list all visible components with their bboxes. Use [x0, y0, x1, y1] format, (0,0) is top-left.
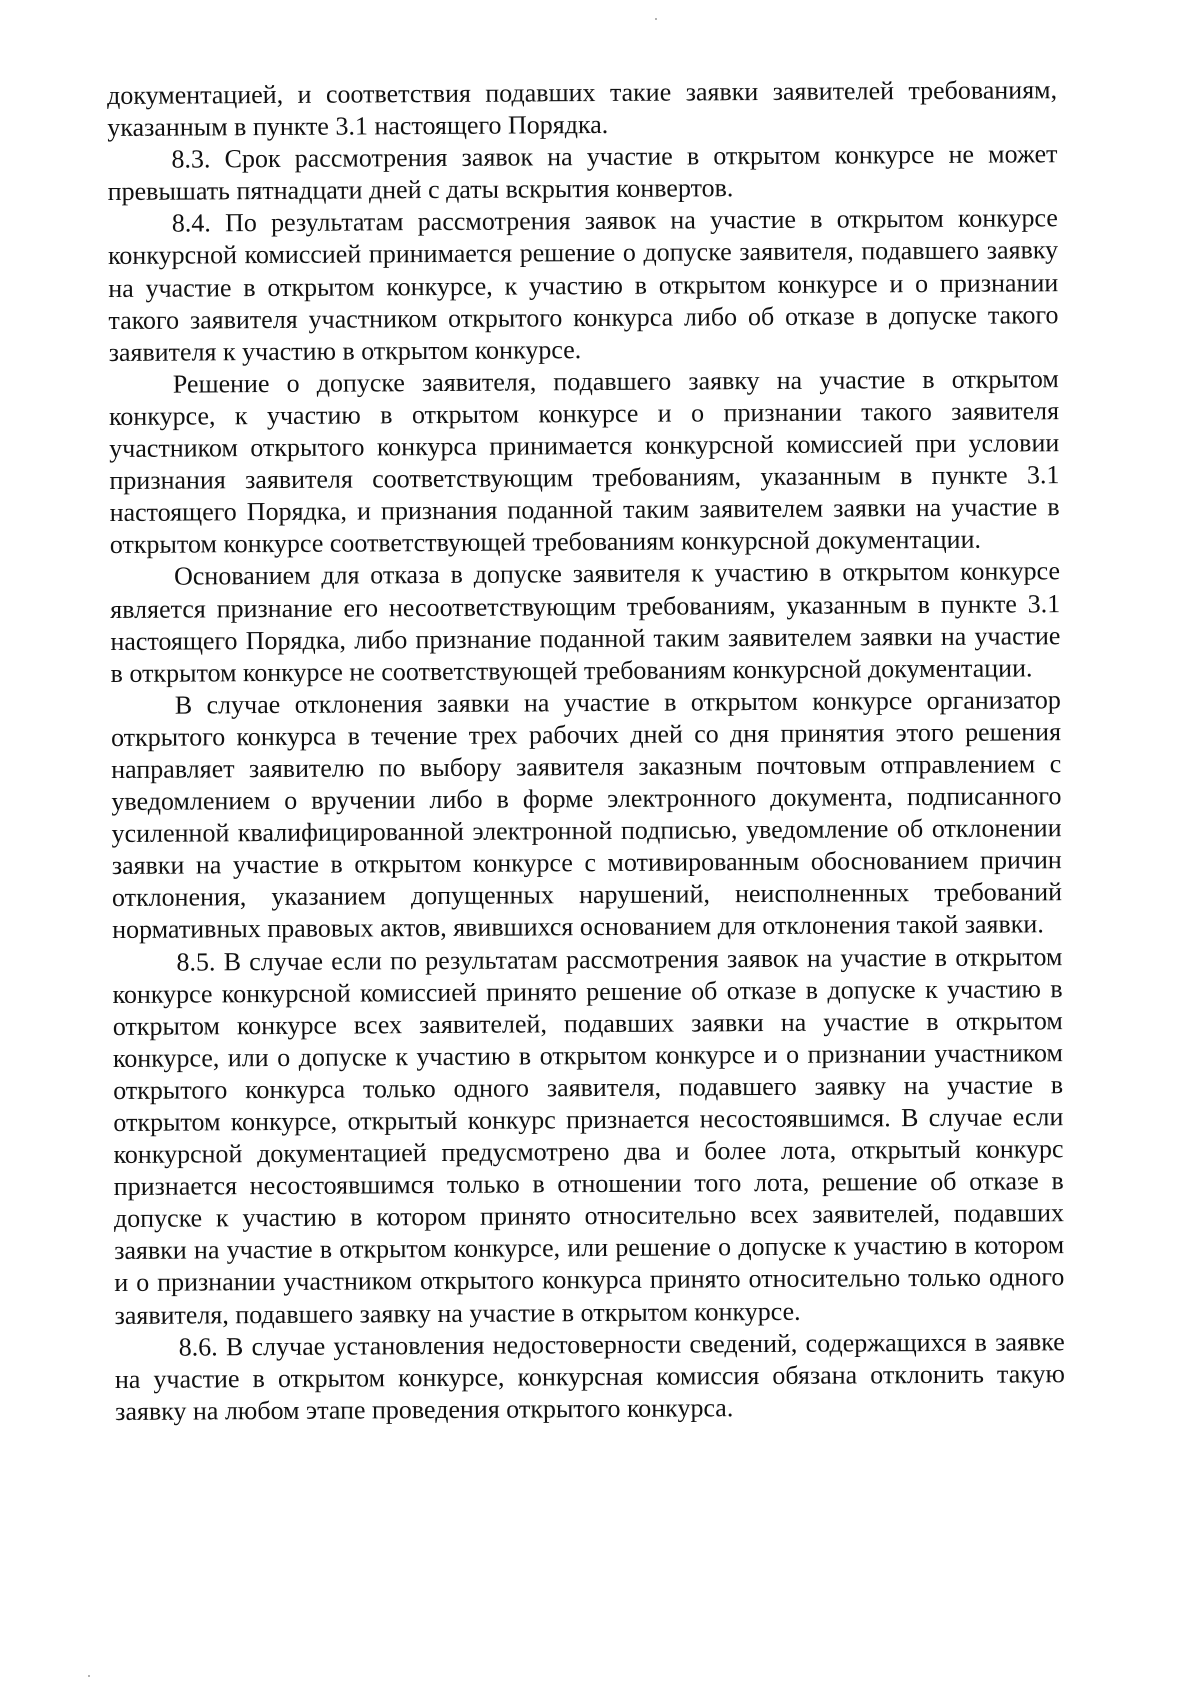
paragraph-8-6: 8.6. В случае установления недостоверности сведений, содержащихся в заявке на участие в открытом конкурсе, конкурсная комиссия обязана отклонить такую заявку на любом этапе проведения открытого конкурса.: [114, 1326, 1066, 1426]
paragraph-8-4: 8.4. По результатам рассмотрения заявок на участие в открытом конкурсе конкурсной комиссией принимается решение о допуске заявителя, подавшего заявку на участие в открытом конкурсе, к участию в открытом конкурсе и о признании такого заявителя участником открытого конкурса либо об отказе в допуске такого заявителя к участию в открытом конкурсе.: [107, 203, 1059, 367]
paragraph-refusal-grounds: Основанием для отказа в допуске заявителя к участию в открытом конкурсе является признание его несоответствующим требованиям, указанным в пункте 3.1 настоящего Порядка, либо признание поданной таким заявителем заявки на участие в открытом конкурсе не соответствующей требованиям конкурсной документации.: [110, 556, 1061, 688]
paragraph-8-3: 8.3. Срок рассмотрения заявок на участие в открытом конкурсе не может превышать пятнадцати дней с даты вскрытия конвертов.: [107, 139, 1058, 207]
paragraph-continuation: документацией, и соответствия подавших такие заявки заявителей требованиям, указанным в пункте 3.1 настоящего Порядка.: [107, 75, 1058, 143]
paragraph-8-5: 8.5. В случае если по результатам рассмотрения заявок на участие в открытом конкурсе конкурсной комиссией принято решение об отказе в допуске к участию в открытом конкурсе всех заявителей, подавших заявки на участие в открытом конкурсе, или о допуске к участию в открытом конкурсе и о признании участником открытого конкурса только одного заявителя, подавшего заявку на участие в открытом конкурсе, открытый конкурс признается несостоявшимся. В случае если конкурсной документацией предусмотрено два и более лота, открытый конкурс признается несостоявшимся только в отношении того лота, решение об отказе в допуске к участию в котором принято относительно всех заявителей, подавших заявки на участие в открытом конкурсе, или решение о допуске к участию в котором и о признании участником открытого конкурса принято относительно только одного заявителя, подавшего заявку на участие в открытом конкурсе.: [112, 941, 1065, 1330]
scan-speck: [88, 1675, 90, 1677]
paragraph-rejection-notice: В случае отклонения заявки на участие в открытом конкурсе организатор открытого конкурса в течение трех рабочих дней со дня принятия этого решения направляет заявителю по выбору заявителя заказным почтовым отправлением с уведомлением о вручении либо в форме электронного документа, подписанного усиленной квалифицированной электронной подписью, уведомление об отклонении заявки на участие в открытом конкурсе с мотивированным обоснованием причин отклонения, указанием допущенных нарушений, неисполненных требований нормативных правовых актов, явившихся основанием для отклонения такой заявки.: [110, 684, 1063, 945]
document-body: [107, 74, 1065, 1428]
paragraph-admission-decision: Решение о допуске заявителя, подавшего заявку на участие в открытом конкурсе, к участию в открытом конкурсе и о признании такого заявителя участником открытого конкурса принимается конкурсной комиссией при условии признания заявителя соответствующим требованиям, указанным в пункте 3.1 настоящего Порядка, и признания поданной таким заявителем заявки на участие в открытом конкурсе соответствующей требованиям конкурсной документации.: [108, 364, 1060, 560]
scan-speck: [655, 18, 657, 20]
